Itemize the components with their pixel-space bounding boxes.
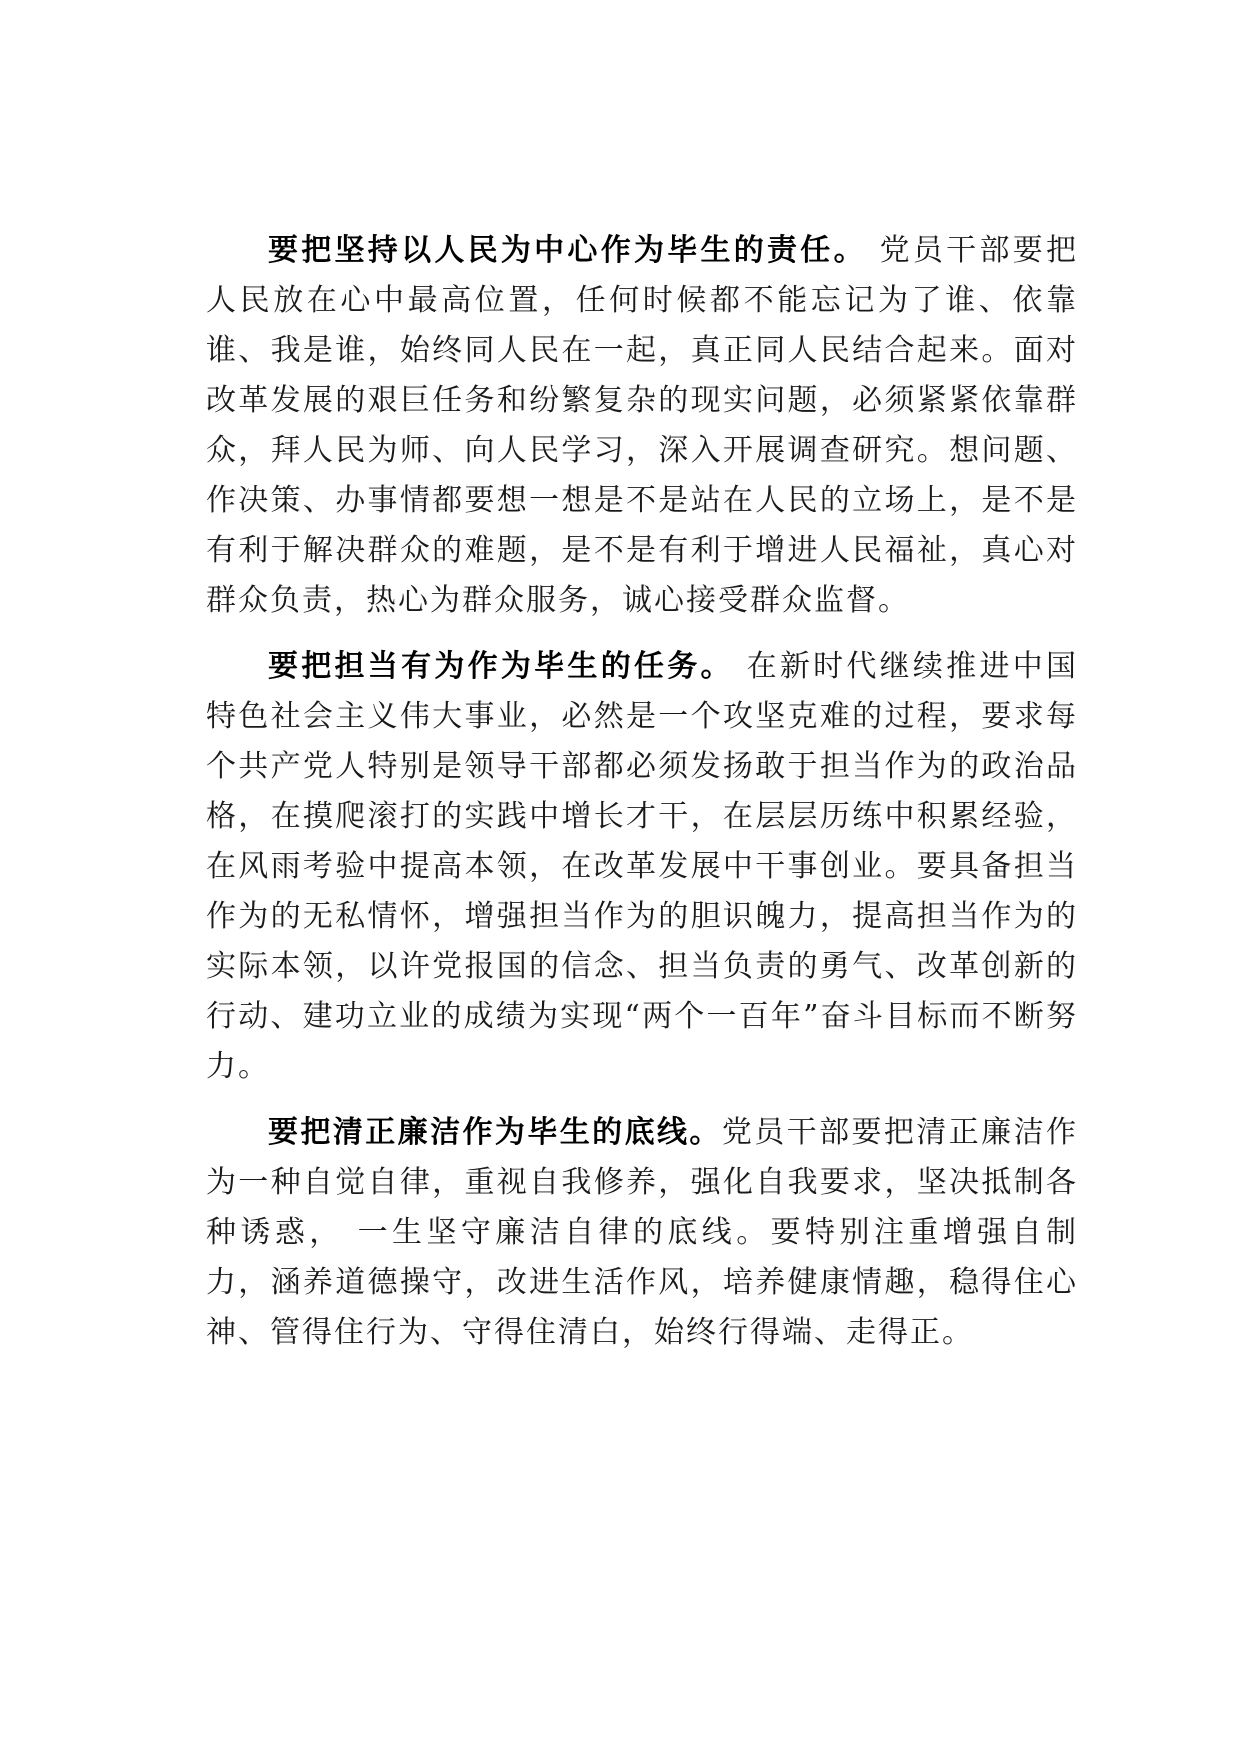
paragraph-lead: 要把担当有为作为毕生的任务。 <box>268 649 734 684</box>
document-body <box>206 226 1078 1358</box>
paragraph-text: 党员干部要把人民放在心中最高位置，任何时候都不能忘记为了谁、依靠谁、我是谁，始终同人民在一起，真正同人民结合起来。面对改革发展的艰巨任务和纷繁复杂的现实问题，必须紧紧依靠群众，拜人民为师、向人民学习，深入开展调查研究。想问题、作决策、办事情都要想一想是不是站在人民的立场上，是不是有利于解决群众的难题，是不是有利于增进人民福祉，真心对群众负责，热心为群众服务，诚心接受群众监督。 <box>206 233 1078 618</box>
paragraph-responsibility <box>206 226 1078 626</box>
paragraph-lead: 要把清正廉洁作为毕生的底线。 <box>268 1115 722 1150</box>
paragraph-text: 在新时代继续推进中国特色社会主义伟大事业，必然是一个攻坚克难的过程，要求每个共产党人特别是领导干部都必须发扬敢于担当作为的政治品格，在摸爬滚打的实践中增长才干，在层层历练中积累经验，在风雨考验中提高本领，在改革发展中干事创业。要具备担当作为的无私情怀，增强担当作为的胆识魄力，提高担当作为的实际本领，以许党报国的信念、担当负责的勇气、改革创新的行动、建功立业的成绩为实现“两个一百年”奋斗目标而不断努力。 <box>206 649 1078 1084</box>
paragraph-task <box>206 642 1078 1092</box>
paragraph-text: 党员干部要把清正廉洁作为一种自觉自律，重视自我修养，强化自我要求，坚决抵制各种诱惑， 一生坚守廉洁自律的底线。要特别注重增强自制力，涵养道德操守，改进生活作风，培养健康情趣，稳得住心神、管得住行为、守得住清白，始终行得端、走得正。 <box>206 1115 1079 1350</box>
paragraph-lead: 要把坚持以人民为中心作为毕生的责任。 <box>268 233 867 268</box>
paragraph-bottom-line <box>206 1108 1078 1358</box>
